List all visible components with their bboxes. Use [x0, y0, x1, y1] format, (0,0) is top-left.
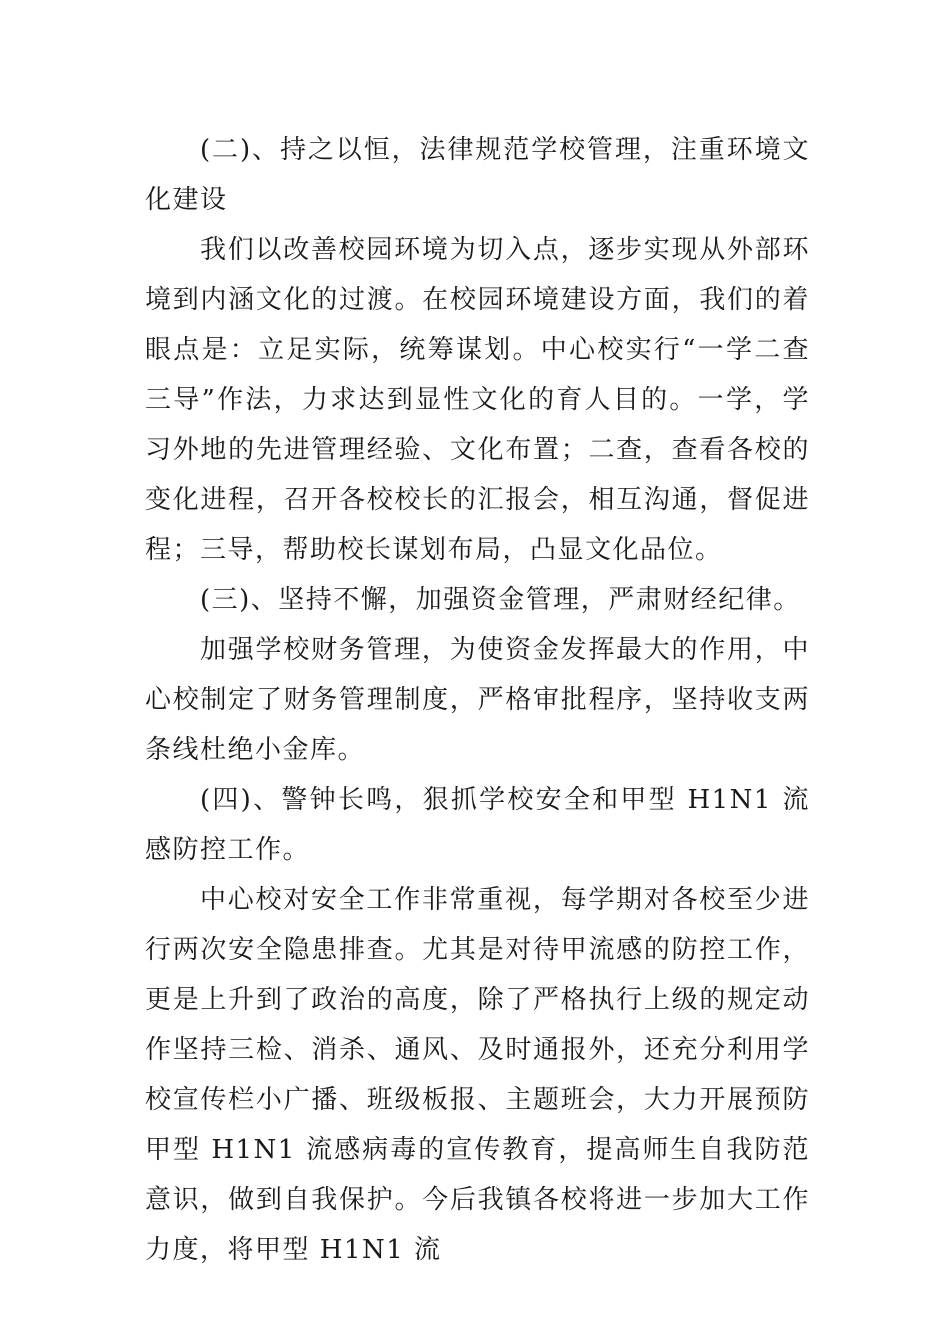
section-heading-2: (二)、持之以恒，法律规范学校管理，注重环境文化建设	[145, 135, 810, 215]
section-heading-4: (四)、警钟长鸣，狠抓学校安全和甲型 H1N1 流感防控工作。	[145, 785, 810, 865]
body-paragraph-safety: 中心校对安全工作非常重视，每学期对各校至少进行两次安全隐患排查。尤其是对待甲流感的防控工作，更是上升到了政治的高度，除了严格执行上级的规定动作坚持三检、消杀、通风、及时通报外，还充分利用学校宣传栏小广播、班级板报、主题班会，大力开展预防甲型 H1N1 流感病毒的宣传教育，提高师生自我防范意识，做到自我保护。今后我镇各校将进一步加大工作力度，将甲型 H1N1 流	[145, 885, 810, 1265]
body-paragraph-finance: 加强学校财务管理，为使资金发挥最大的作用，中心校制定了财务管理制度，严格审批程序，坚持收支两条线杜绝小金库。	[145, 635, 810, 765]
body-paragraph-environment: 我们以改善校园环境为切入点，逐步实现从外部环境到内涵文化的过渡。在校园环境建设方面，我们的着眼点是：立足实际，统筹谋划。中心校实行“一学二查三导”作法，力求达到显性文化的育人目的。一学，学习外地的先进管理经验、文化布置；二查，查看各校的变化进程，召开各校校长的汇报会，相互沟通，督促进程；三导，帮助校长谋划布局，凸显文化品位。	[145, 235, 810, 565]
section-heading-3: (三)、坚持不懈，加强资金管理，严肃财经纪律。	[200, 585, 801, 615]
document-body	[145, 125, 810, 1275]
